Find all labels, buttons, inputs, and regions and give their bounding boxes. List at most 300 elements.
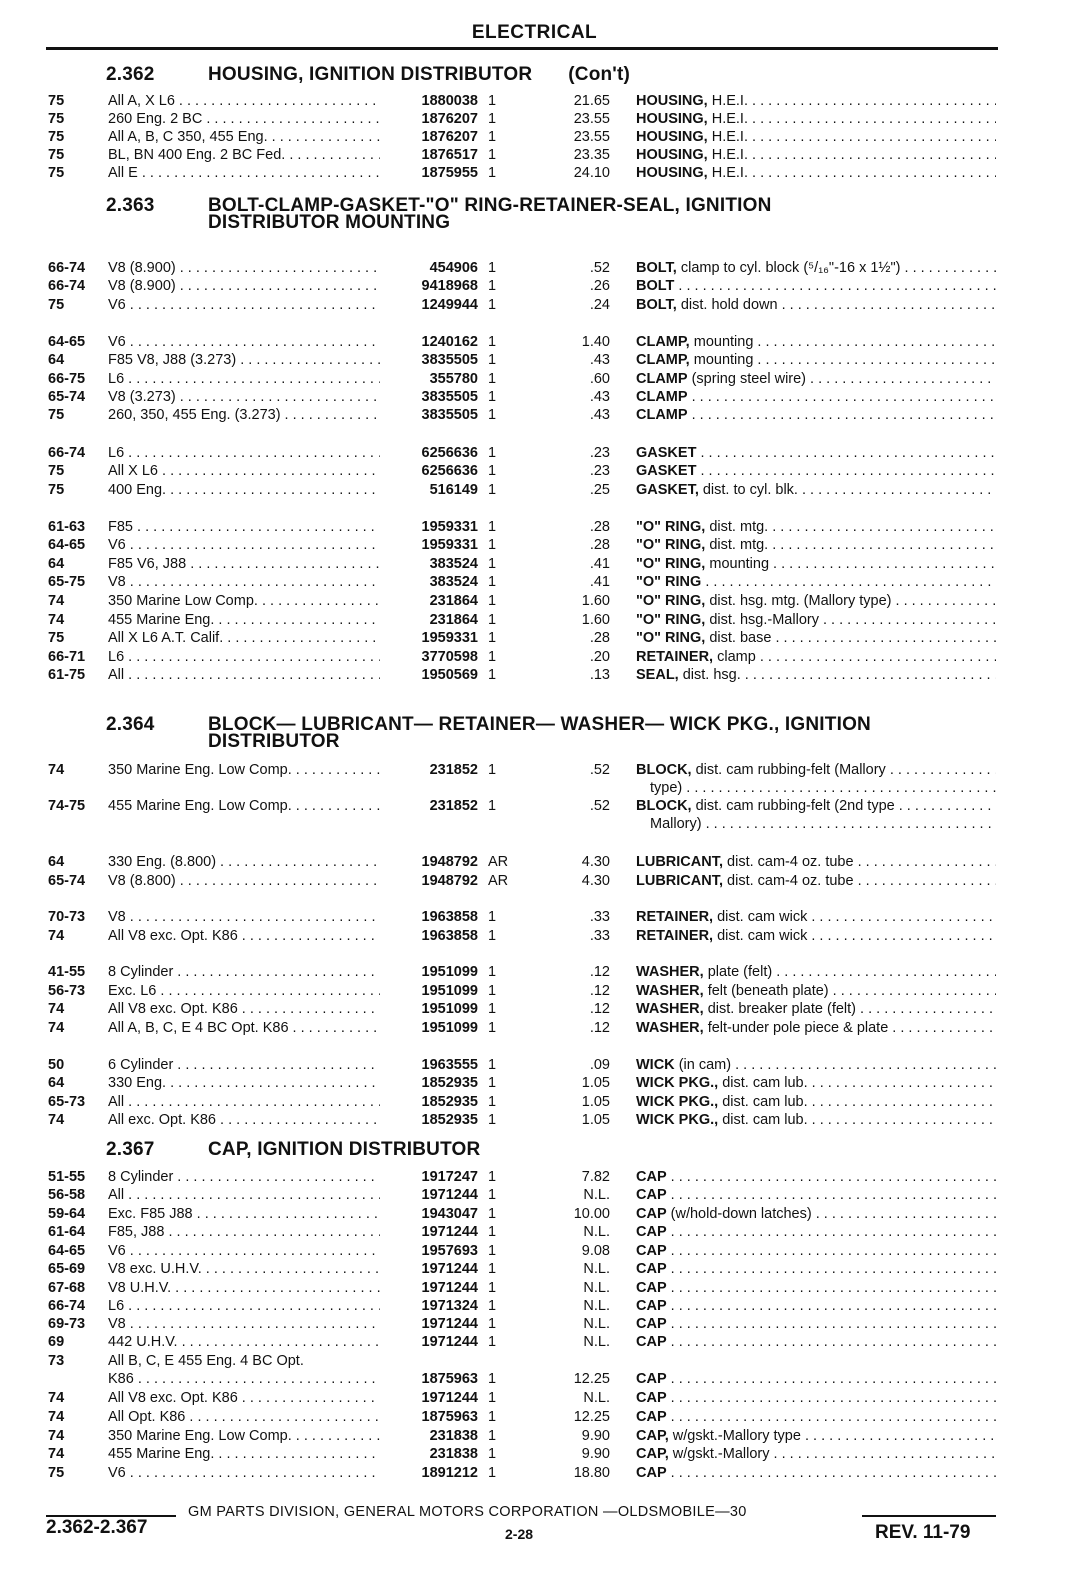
description [636, 146, 996, 164]
description-noun: CAP, [636, 1446, 669, 1462]
table-row [0, 481, 1069, 499]
quantity: 1 [488, 93, 497, 109]
quantity: 1 [488, 1020, 497, 1036]
section-title-line2: DISTRIBUTOR MOUNTING [208, 212, 451, 233]
price: .28 [589, 630, 610, 646]
section-number: 2.367 [106, 1139, 155, 1160]
description [636, 296, 996, 314]
application: 442 U.H.V. . . . [108, 1333, 380, 1351]
quantity: 1 [488, 964, 497, 980]
price: .43 [589, 389, 610, 405]
description-text: (spring steel wire) [687, 371, 807, 387]
description [636, 1445, 996, 1463]
description-noun: CAP [636, 1187, 667, 1203]
quantity: 1 [488, 556, 497, 572]
description [636, 1464, 996, 1482]
table-row [0, 462, 1069, 480]
description-noun: RETAINER, [636, 649, 714, 665]
application: BL, BN 400 Eng. 2 BC Fed. . . . [108, 146, 380, 164]
part-number: 3835505 [421, 389, 478, 405]
description [636, 128, 996, 146]
footer-rule-right [862, 1515, 996, 1517]
section-heading-2364 [106, 716, 871, 750]
section-heading-2367 [106, 1141, 480, 1158]
description-noun: WICK PKG., [636, 1094, 719, 1110]
part-number: 3835505 [421, 407, 478, 423]
part-number: 1971244 [421, 1334, 478, 1350]
part-number: 3835505 [421, 352, 478, 368]
section-title: HOUSING, IGNITION DISTRIBUTOR [208, 64, 533, 85]
description [636, 1242, 996, 1260]
model-years: 67-68 [48, 1280, 86, 1296]
table-row [0, 1333, 1069, 1351]
part-number: 1959331 [421, 537, 478, 553]
table-row [0, 1242, 1069, 1260]
model-years: 75 [48, 482, 65, 498]
quantity: 1 [488, 297, 497, 313]
model-years: 51-55 [48, 1169, 86, 1185]
description-text: clamp to cyl. block (⁵/₁₆"-16 x 1½") [676, 260, 901, 276]
description-noun: HOUSING, [636, 111, 708, 127]
description-text: dist. breaker plate (felt) [703, 1001, 856, 1017]
application: All V8 exc. Opt. K86 . . . [108, 1389, 380, 1407]
quantity: 1 [488, 612, 497, 628]
price: .24 [589, 297, 610, 313]
description-noun: CAP [636, 1280, 667, 1296]
description-noun: HOUSING, [636, 165, 708, 181]
description [636, 573, 996, 591]
description-text: H.E.I. [707, 129, 748, 145]
part-number: 1875963 [421, 1371, 478, 1387]
section-title-line1: BOLT-CLAMP-GASKET-"O" RING-RETAINER-SEAL, IGNITION [208, 195, 772, 216]
description-noun: RETAINER, [636, 909, 714, 925]
quantity: 1 [488, 111, 497, 127]
quantity: 1 [488, 1390, 497, 1406]
quantity: 1 [488, 352, 497, 368]
table-row [0, 1111, 1069, 1129]
application: All B, C, E 455 Eng. 4 BC Opt. [108, 1353, 304, 1369]
quantity: 1 [488, 1112, 497, 1128]
application: All X L6 . . . [108, 462, 380, 480]
section-title-line1: BLOCK— LUBRICANT— RETAINER— WASHER— WICK PKG., IGNITION [208, 714, 871, 735]
model-years: 74-75 [48, 798, 86, 814]
model-years: 75 [48, 93, 65, 109]
application: V8 exc. U.H.V. . . . [108, 1260, 380, 1278]
description-text: dist. cam rubbing-felt (Mallory [691, 762, 886, 778]
section-heading-2363 [106, 197, 772, 231]
description [650, 815, 996, 833]
description [636, 963, 996, 981]
part-number: 231852 [429, 762, 478, 778]
quantity: 1 [488, 1001, 497, 1017]
table-row [0, 277, 1069, 295]
model-years: 66-74 [48, 278, 86, 294]
description-noun: SEAL, [636, 667, 679, 683]
application: V6 . . . [108, 1242, 380, 1260]
quantity: 1 [488, 1316, 497, 1332]
price: N.L. [583, 1224, 610, 1240]
table-row [0, 555, 1069, 573]
description [636, 1000, 996, 1018]
description [650, 779, 996, 797]
description-noun: CAP [636, 1206, 667, 1222]
description [636, 872, 996, 890]
description [636, 1056, 996, 1074]
part-number: 1852935 [421, 1112, 478, 1128]
part-number: 1852935 [421, 1075, 478, 1091]
part-number: 231852 [429, 798, 478, 814]
description [636, 797, 996, 815]
price: N.L. [583, 1187, 610, 1203]
description [636, 1223, 996, 1241]
part-number: 6256636 [421, 463, 478, 479]
model-years: 66-74 [48, 1298, 86, 1314]
table-row [0, 1408, 1069, 1426]
description-text: dist. mtg. [705, 537, 769, 553]
price: .41 [589, 556, 610, 572]
price: 12.25 [573, 1409, 610, 1425]
price: 9.90 [581, 1428, 610, 1444]
quantity: 1 [488, 667, 497, 683]
part-number: 231838 [429, 1446, 478, 1462]
table-row [0, 370, 1069, 388]
table-row [0, 592, 1069, 610]
application: 260, 350, 455 Eng. (3.273) . . . [108, 406, 380, 424]
model-years: 61-75 [48, 667, 86, 683]
price: 12.25 [573, 1371, 610, 1387]
description [636, 444, 996, 462]
part-number: 231864 [429, 612, 478, 628]
model-years: 64-65 [48, 537, 86, 553]
description-noun: HOUSING, [636, 93, 708, 109]
quantity: 1 [488, 278, 497, 294]
quantity: 1 [488, 762, 497, 778]
part-number: 6256636 [421, 445, 478, 461]
quantity: 1 [488, 1334, 497, 1350]
table-row [0, 963, 1069, 981]
description-noun: CLAMP [636, 371, 688, 387]
section-title-line2: DISTRIBUTOR [208, 731, 340, 752]
price: 9.90 [581, 1446, 610, 1462]
part-number: 1971244 [421, 1224, 478, 1240]
quantity: 1 [488, 129, 497, 145]
model-years: 64 [48, 556, 65, 572]
quantity: 1 [488, 334, 497, 350]
description-noun: CLAMP, [636, 352, 690, 368]
model-years: 74 [48, 928, 65, 944]
description-text: (in cam) [674, 1057, 732, 1073]
description-noun: WASHER, [636, 1020, 704, 1036]
quantity: 1 [488, 798, 497, 814]
description [636, 555, 996, 573]
application: 400 Eng. . . . [108, 481, 380, 499]
quantity: 1 [488, 1057, 497, 1073]
quantity: 1 [488, 407, 497, 423]
footer-page-number: 2-28 [505, 1526, 534, 1542]
table-row [0, 1297, 1069, 1315]
section-heading-2362 [106, 66, 630, 83]
model-years: 75 [48, 147, 65, 163]
table-row [0, 1445, 1069, 1463]
model-years: 61-63 [48, 519, 86, 535]
model-years: 69-73 [48, 1316, 86, 1332]
application: F85 . . . [108, 518, 380, 536]
model-years: 75 [48, 463, 65, 479]
section-number: 2.363 [106, 195, 155, 216]
price: 4.30 [581, 873, 610, 889]
description-noun: CAP [636, 1316, 667, 1332]
price: .33 [589, 909, 610, 925]
price: .28 [589, 519, 610, 535]
table-row [0, 1056, 1069, 1074]
price: 23.35 [573, 147, 610, 163]
application: Exc. L6 . . . [108, 982, 380, 1000]
description-noun: "O" RING, [636, 537, 706, 553]
part-number: 516149 [429, 482, 478, 498]
part-number: 1948792 [421, 854, 478, 870]
table-row [0, 908, 1069, 926]
section-title: CAP, IGNITION DISTRIBUTOR [208, 1139, 481, 1160]
footer-section-range: 2.362-2.367 [46, 1517, 148, 1538]
quantity: 1 [488, 1409, 497, 1425]
model-years: 74 [48, 1428, 65, 1444]
table-row [0, 1279, 1069, 1297]
part-number: 1876207 [421, 129, 478, 145]
quantity: 1 [488, 463, 497, 479]
header-rule [46, 47, 998, 50]
quantity: 1 [488, 445, 497, 461]
table-row [0, 1093, 1069, 1111]
description-noun: CAP [636, 1261, 667, 1277]
model-years: 64-65 [48, 334, 86, 350]
application: V8 . . . [108, 573, 380, 591]
quantity: 1 [488, 260, 497, 276]
model-years: 75 [48, 165, 65, 181]
table-row [0, 1352, 1069, 1370]
quantity: 1 [488, 1094, 497, 1110]
table-row [0, 92, 1069, 110]
section-continued: (Con't) [568, 64, 631, 85]
description [636, 853, 996, 871]
table-row [0, 1074, 1069, 1092]
application: All . . . [108, 666, 380, 684]
part-number: 1959331 [421, 519, 478, 535]
part-number: 1917247 [421, 1169, 478, 1185]
part-number: 1957693 [421, 1243, 478, 1259]
table-row [0, 333, 1069, 351]
table-row [0, 1186, 1069, 1204]
price: 1.40 [581, 334, 610, 350]
table-row [0, 982, 1069, 1000]
application: 8 Cylinder . . . [108, 963, 380, 981]
quantity: 1 [488, 519, 497, 535]
table-row [0, 1370, 1069, 1388]
description-noun: RETAINER, [636, 928, 714, 944]
quantity: 1 [488, 574, 497, 590]
price: .52 [589, 762, 610, 778]
description-text: H.E.I. [707, 147, 748, 163]
description-text: mounting [689, 352, 754, 368]
part-number: 1948792 [421, 873, 478, 889]
table-row [0, 1389, 1069, 1407]
description-text: H.E.I. [707, 93, 748, 109]
description [636, 1389, 996, 1407]
model-years: 65-75 [48, 574, 86, 590]
quantity: 1 [488, 1371, 497, 1387]
quantity: 1 [488, 482, 497, 498]
model-years: 74 [48, 612, 65, 628]
price: .43 [589, 407, 610, 423]
model-years: 65-69 [48, 1261, 86, 1277]
description [636, 406, 996, 424]
application: All A, X L6 . . . [108, 92, 380, 110]
application: 455 Marine Eng. . . . [108, 1445, 380, 1463]
description-text: dist. cam rubbing-felt (2nd type [691, 798, 895, 814]
description-text: felt (beneath plate) [703, 983, 829, 999]
table-row [0, 573, 1069, 591]
description-text: felt-under pole piece & plate [703, 1020, 889, 1036]
model-years: 74 [48, 1020, 65, 1036]
description-text: dist. cam-4 oz. tube [723, 873, 854, 889]
description [636, 536, 996, 554]
quantity: 1 [488, 928, 497, 944]
description [636, 1074, 996, 1092]
quantity: AR [488, 873, 509, 889]
price: .13 [589, 667, 610, 683]
description [636, 481, 996, 499]
part-number: 1249944 [421, 297, 478, 313]
application: 330 Eng. . . . [108, 1074, 380, 1092]
table-row [0, 444, 1069, 462]
table-row [0, 1315, 1069, 1333]
description [636, 1260, 996, 1278]
description [636, 333, 996, 351]
description-noun: CAP [636, 1409, 667, 1425]
table-row [0, 666, 1069, 684]
description-noun: CLAMP [636, 389, 688, 405]
model-years: 50 [48, 1057, 65, 1073]
table-row [0, 518, 1069, 536]
part-number: 1943047 [421, 1206, 478, 1222]
description [636, 1019, 996, 1037]
description-text: type) [650, 780, 683, 796]
description-text: H.E.I. [707, 165, 748, 181]
application: All A, B, C 350, 455 Eng. . . . [108, 128, 380, 146]
application: V8 (8.800) . . . [108, 872, 380, 890]
description-noun: GASKET, [636, 482, 699, 498]
table-row [0, 1464, 1069, 1482]
price: 23.55 [573, 111, 610, 127]
description-noun: GASKET [636, 463, 697, 479]
model-years: 74 [48, 1446, 65, 1462]
application: L6 . . . [108, 1297, 380, 1315]
model-years: 64 [48, 1075, 65, 1091]
price: .23 [589, 463, 610, 479]
price: .41 [589, 574, 610, 590]
model-years: 74 [48, 762, 65, 778]
table-row [0, 648, 1069, 666]
application: All . . . [108, 1186, 380, 1204]
model-years: 64 [48, 352, 65, 368]
description [636, 927, 996, 945]
description-noun: HOUSING, [636, 129, 708, 145]
description-text: w/gskt.-Mallory type [668, 1428, 801, 1444]
model-years: 66-74 [48, 260, 86, 276]
application: F85 V8, J88 (3.273) . . . [108, 351, 380, 369]
table-row [0, 536, 1069, 554]
table-row [0, 1260, 1069, 1278]
description-text: plate (felt) [703, 964, 773, 980]
table-row [0, 110, 1069, 128]
application: V6 . . . [108, 296, 380, 314]
description [636, 629, 996, 647]
price: .26 [589, 278, 610, 294]
description-noun: GASKET [636, 445, 697, 461]
model-years: 66-75 [48, 371, 86, 387]
description [636, 1297, 996, 1315]
quantity: 1 [488, 1298, 497, 1314]
table-row [0, 853, 1069, 871]
description-noun: CAP [636, 1390, 667, 1406]
table-row [0, 927, 1069, 945]
description [636, 1279, 996, 1297]
price: 9.08 [581, 1243, 610, 1259]
description [636, 277, 996, 295]
description [636, 1427, 996, 1445]
application: F85, J88 . . . [108, 1223, 380, 1241]
description-noun: CLAMP [636, 407, 688, 423]
application: All E . . . [108, 164, 380, 182]
price: .12 [589, 964, 610, 980]
part-number: 1971244 [421, 1280, 478, 1296]
part-number: 1951099 [421, 983, 478, 999]
table-row [0, 406, 1069, 424]
description-text: dist. cam wick [713, 928, 808, 944]
quantity: 1 [488, 630, 497, 646]
footer-revision: REV. 11-79 [875, 1522, 971, 1543]
quantity: 1 [488, 1075, 497, 1091]
part-number: 1875963 [421, 1409, 478, 1425]
price: N.L. [583, 1316, 610, 1332]
application: All . . . [108, 1093, 380, 1111]
description-text: dist. hold down [676, 297, 778, 313]
price: 1.05 [581, 1112, 610, 1128]
price: .52 [589, 798, 610, 814]
price: 1.60 [581, 593, 610, 609]
application: L6 . . . [108, 648, 380, 666]
model-years: 75 [48, 630, 65, 646]
part-number: 1951099 [421, 964, 478, 980]
description [636, 1186, 996, 1204]
application: All Opt. K86 . . . [108, 1408, 380, 1426]
part-number: 231838 [429, 1428, 478, 1444]
quantity: 1 [488, 593, 497, 609]
part-number: 1959331 [421, 630, 478, 646]
quantity: 1 [488, 147, 497, 163]
application: V8 (8.900) . . . [108, 277, 380, 295]
table-row [0, 351, 1069, 369]
description-text: dist. base [705, 630, 772, 646]
price: .23 [589, 445, 610, 461]
description [636, 1168, 996, 1186]
description-noun: WICK PKG., [636, 1075, 719, 1091]
description-text: dist. hsg.-Mallory [705, 612, 819, 628]
price: .20 [589, 649, 610, 665]
description-text: dist. cam lub. [718, 1112, 808, 1128]
model-years: 74 [48, 1001, 65, 1017]
description-text: Mallory) [650, 816, 702, 832]
description-noun: BLOCK, [636, 762, 692, 778]
